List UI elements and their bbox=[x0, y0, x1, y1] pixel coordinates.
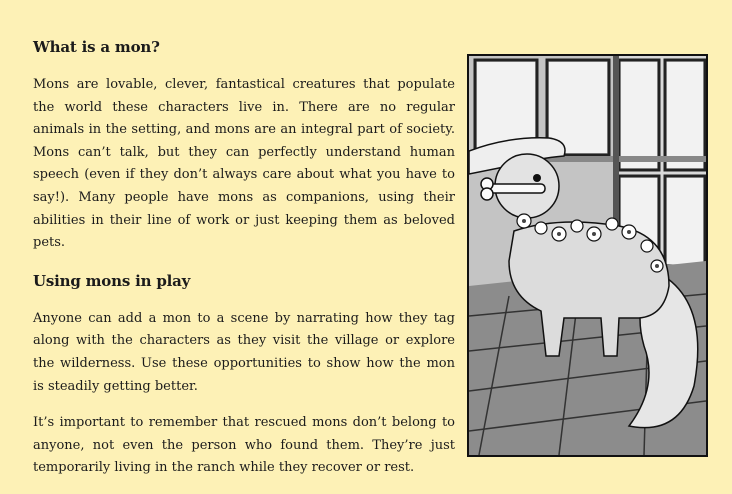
mon-illustration-art bbox=[469, 56, 706, 455]
article-text bbox=[33, 38, 455, 494]
paragraph-using-mons-2: It’s important to remember that rescued mons don’t belong to anyone, not even the person who found them. They’re just temporarily living in the ranch while they recover or rest. bbox=[33, 415, 455, 476]
paragraph-what-is-a-mon: Mons are lovable, clever, fantastical creatures that populate the world these characters live in. There are no regular animals in the setting, and mons are an integral part of society. Mons can’t talk, but they can perfectly understand human speech (even if they don’t always care about what you have to say!). Many people have mons as companions, using their abilities in their line of work or just keeping them as beloved pets. bbox=[33, 77, 455, 251]
heading-using-mons-in-play: Using mons in play bbox=[33, 271, 191, 290]
paragraph-using-mons-1: Anyone can add a mon to a scene by narrating how they tag along with the characters as they visit the village or explore the wilderness. Use these opportunities to show how the mon is steadily getting better. bbox=[33, 310, 455, 394]
heading-what-is-a-mon: What is a mon? bbox=[33, 38, 160, 56]
mon-illustration bbox=[467, 54, 708, 457]
